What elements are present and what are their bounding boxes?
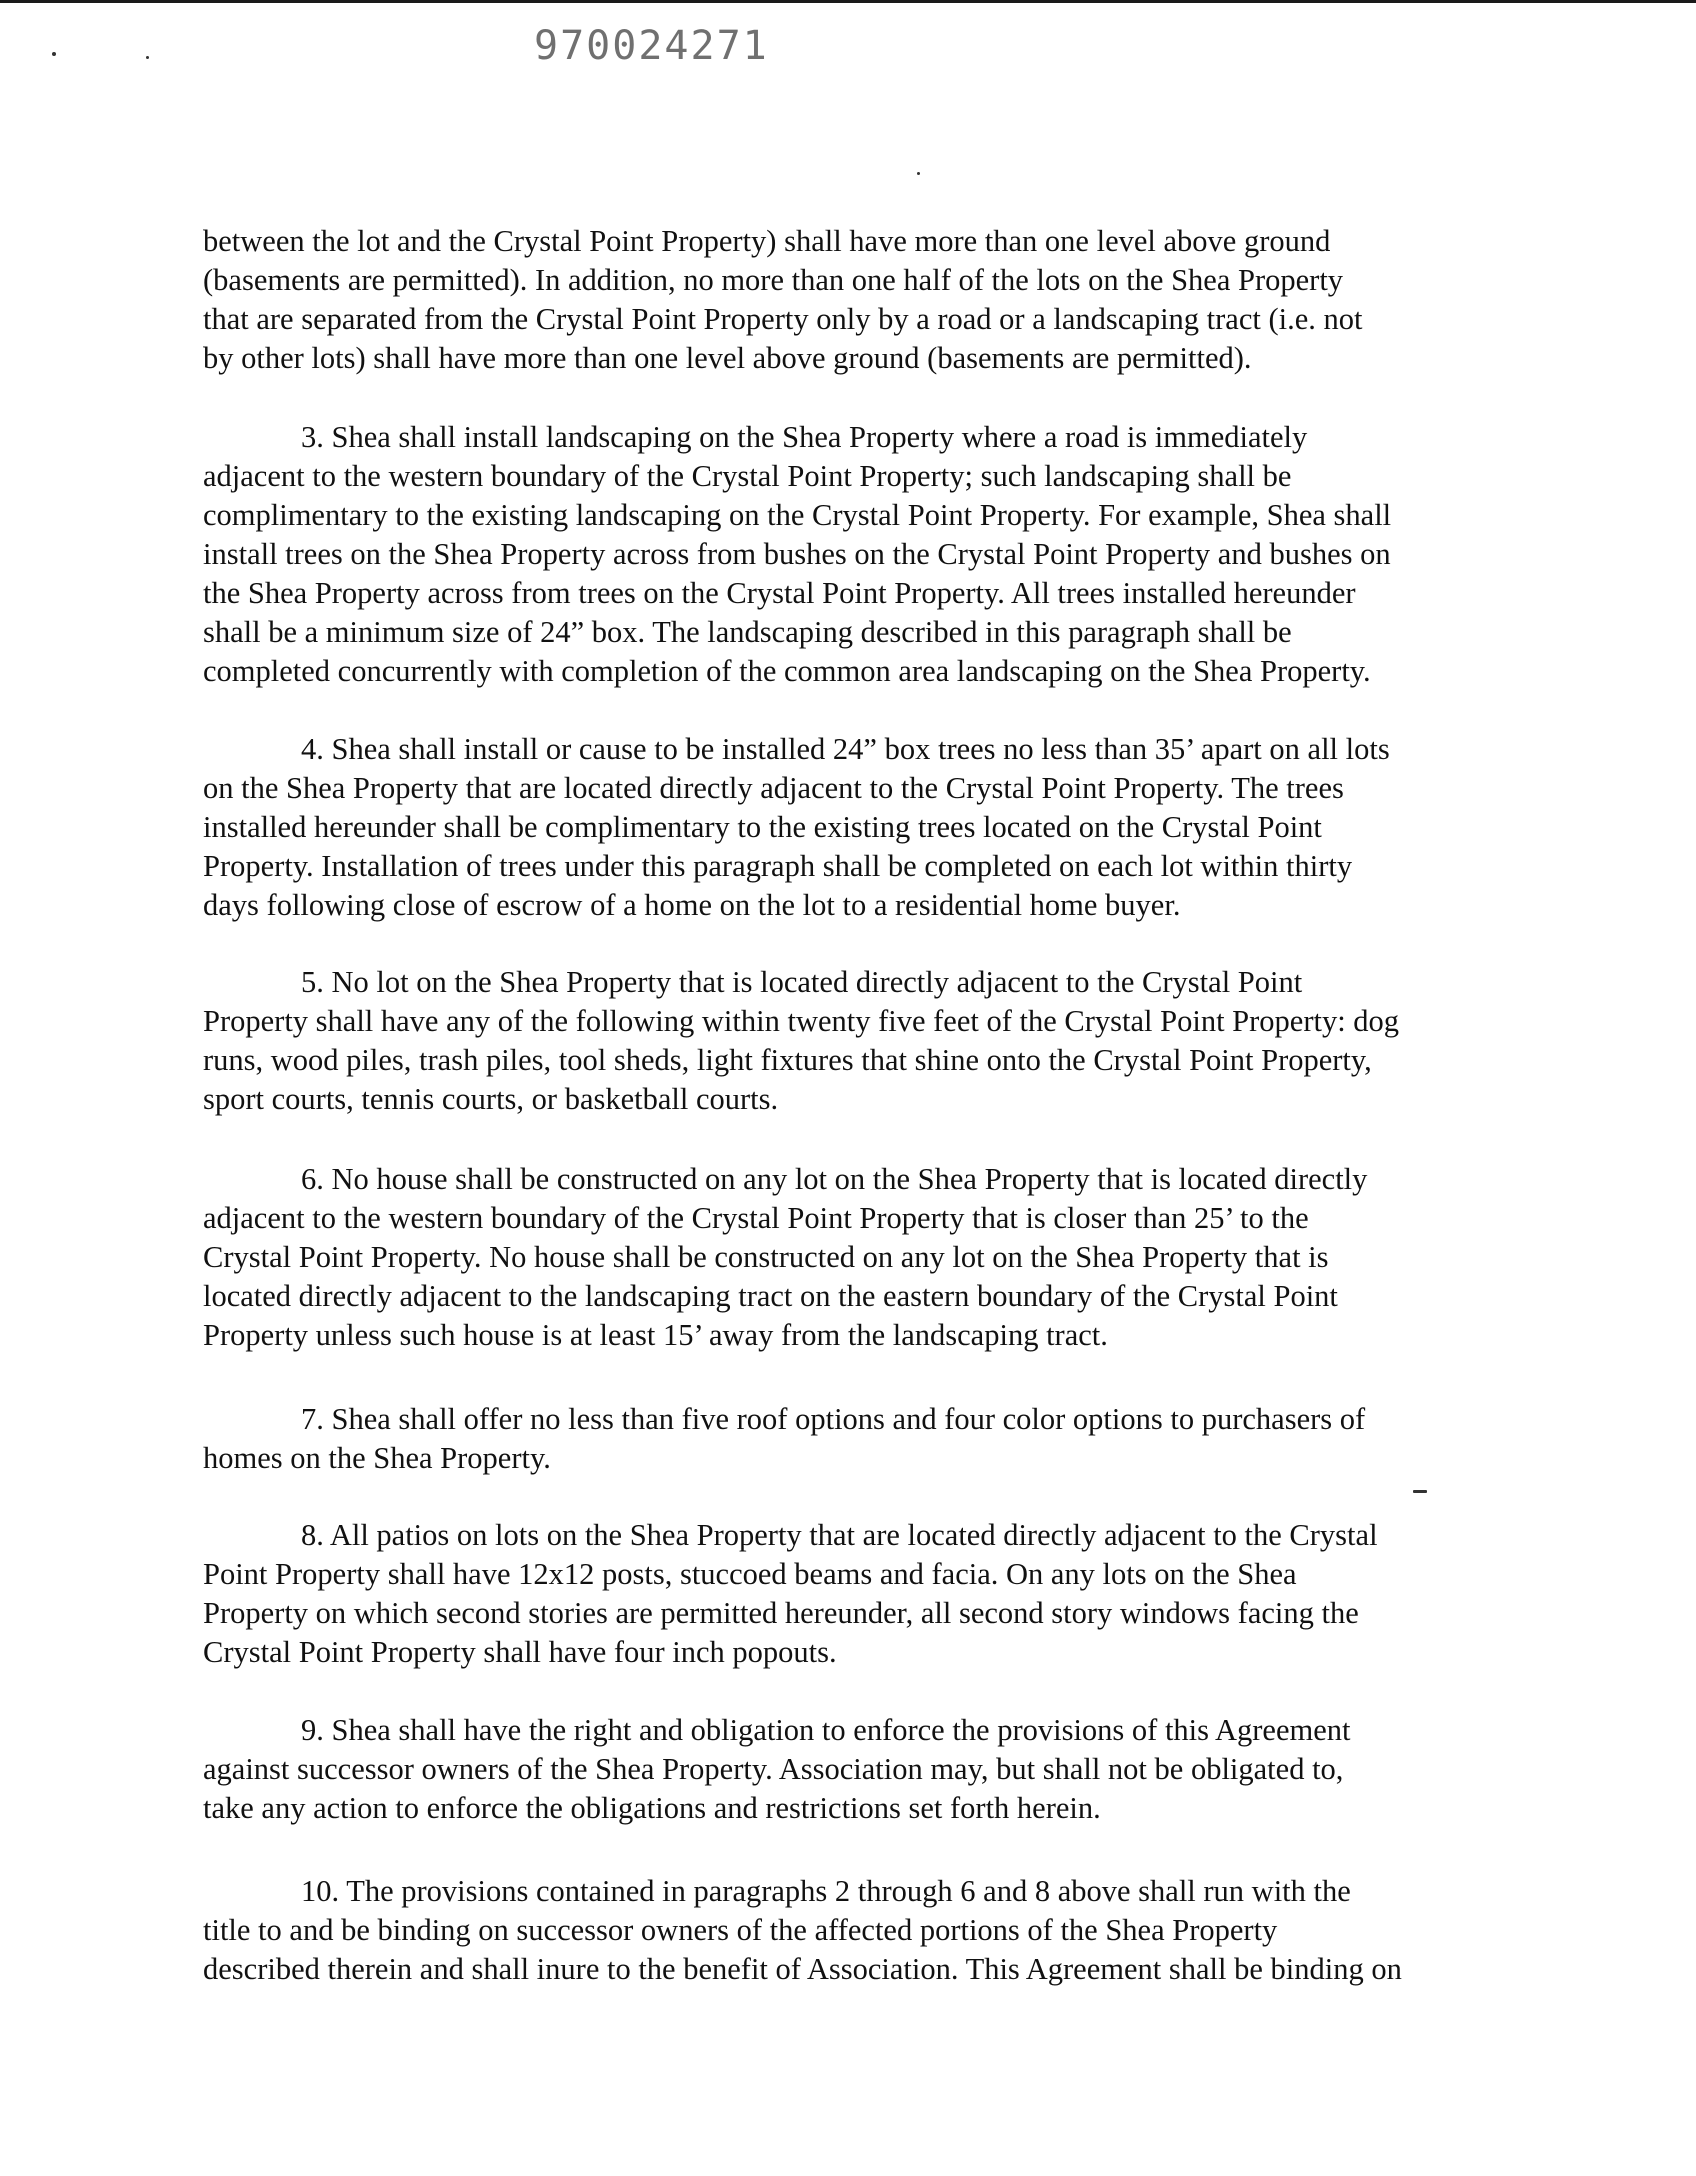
text-line: 5. No lot on the Shea Property that is located directly adjacent to the Crystal Point bbox=[301, 965, 1303, 999]
paragraph-3 bbox=[203, 418, 1509, 691]
text-line: title to and be binding on successor owners of the affected portions of the Shea Property bbox=[203, 1913, 1278, 1947]
text-line: runs, wood piles, trash piles, tool sheds, light fixtures that shine onto the Crystal Point Property, bbox=[203, 1043, 1372, 1077]
text-line: 10. The provisions contained in paragraphs 2 through 6 and 8 above shall run with the bbox=[301, 1874, 1351, 1908]
paragraph-9 bbox=[203, 1711, 1509, 1828]
text-line: the Shea Property across from trees on the Crystal Point Property. All trees installed hereunder bbox=[203, 576, 1356, 610]
text-line: Crystal Point Property. No house shall be constructed on any lot on the Shea Property that is bbox=[203, 1240, 1329, 1274]
paragraph-continuation bbox=[203, 222, 1509, 378]
text-line: described therein and shall inure to the benefit of Association. This Agreement shall be binding on bbox=[203, 1952, 1402, 1986]
text-line: against successor owners of the Shea Property. Association may, but shall not be obligated to, bbox=[203, 1752, 1344, 1786]
text-line: that are separated from the Crystal Point Property only by a road or a landscaping tract (i.e. not bbox=[203, 302, 1363, 336]
scan-speck bbox=[52, 52, 56, 56]
text-line: 9. Shea shall have the right and obligation to enforce the provisions of this Agreement bbox=[301, 1713, 1351, 1747]
text-line: Crystal Point Property shall have four inch popouts. bbox=[203, 1635, 837, 1669]
text-line: 7. Shea shall offer no less than five roof options and four color options to purchasers of bbox=[301, 1402, 1366, 1436]
text-line: Property shall have any of the following within twenty five feet of the Crystal Point Property: dog bbox=[203, 1004, 1400, 1038]
scan-speck bbox=[146, 56, 149, 59]
text-line: take any action to enforce the obligations and restrictions set forth herein. bbox=[203, 1791, 1101, 1825]
text-line: located directly adjacent to the landscaping tract on the eastern boundary of the Crystal Point bbox=[203, 1279, 1338, 1313]
scan-top-edge bbox=[0, 0, 1696, 3]
text-line: days following close of escrow of a home on the lot to a residential home buyer. bbox=[203, 888, 1181, 922]
paragraph-6 bbox=[203, 1160, 1509, 1355]
text-line: adjacent to the western boundary of the Crystal Point Property; such landscaping shall be bbox=[203, 459, 1292, 493]
text-line: 3. Shea shall install landscaping on the Shea Property where a road is immediately bbox=[301, 420, 1308, 454]
text-line: sport courts, tennis courts, or basketball courts. bbox=[203, 1082, 779, 1116]
text-line: Point Property shall have 12x12 posts, stuccoed beams and facia. On any lots on the Shea bbox=[203, 1557, 1297, 1591]
document-number: 970024271 bbox=[534, 23, 769, 69]
paragraph-7 bbox=[203, 1400, 1509, 1478]
scan-speck bbox=[917, 172, 920, 175]
text-line: adjacent to the western boundary of the Crystal Point Property that is closer than 25’ to the bbox=[203, 1201, 1309, 1235]
text-line: shall be a minimum size of 24” box. The landscaping described in this paragraph shall be bbox=[203, 615, 1292, 649]
paragraph-8 bbox=[203, 1516, 1509, 1672]
text-line: homes on the Shea Property. bbox=[203, 1441, 551, 1475]
text-line: (basements are permitted). In addition, no more than one half of the lots on the Shea Property bbox=[203, 263, 1344, 297]
paragraph-10 bbox=[203, 1872, 1509, 1989]
text-line: between the lot and the Crystal Point Property) shall have more than one level above ground bbox=[203, 224, 1331, 258]
text-line: install trees on the Shea Property across from bushes on the Crystal Point Property and bushes on bbox=[203, 537, 1391, 571]
text-line: by other lots) shall have more than one level above ground (basements are permitted). bbox=[203, 341, 1252, 375]
text-line: completed concurrently with completion of the common area landscaping on the Shea Property. bbox=[203, 654, 1371, 688]
scan-speck bbox=[1413, 1490, 1427, 1493]
text-line: on the Shea Property that are located directly adjacent to the Crystal Point Property. The trees bbox=[203, 771, 1344, 805]
text-line: 8. All patios on lots on the Shea Property that are located directly adjacent to the Crystal bbox=[301, 1518, 1378, 1552]
paragraph-5 bbox=[203, 963, 1509, 1119]
text-line: complimentary to the existing landscaping on the Crystal Point Property. For example, Shea shall bbox=[203, 498, 1392, 532]
text-line: Property unless such house is at least 15’ away from the landscaping tract. bbox=[203, 1318, 1108, 1352]
text-line: 4. Shea shall install or cause to be installed 24” box trees no less than 35’ apart on all lots bbox=[301, 732, 1390, 766]
text-line: Property on which second stories are permitted hereunder, all second story windows facing the bbox=[203, 1596, 1359, 1630]
paragraph-4 bbox=[203, 730, 1509, 925]
text-line: installed hereunder shall be complimentary to the existing trees located on the Crystal Point bbox=[203, 810, 1322, 844]
text-line: 6. No house shall be constructed on any lot on the Shea Property that is located directly bbox=[301, 1162, 1368, 1196]
text-line: Property. Installation of trees under this paragraph shall be completed on each lot within thirty bbox=[203, 849, 1353, 883]
